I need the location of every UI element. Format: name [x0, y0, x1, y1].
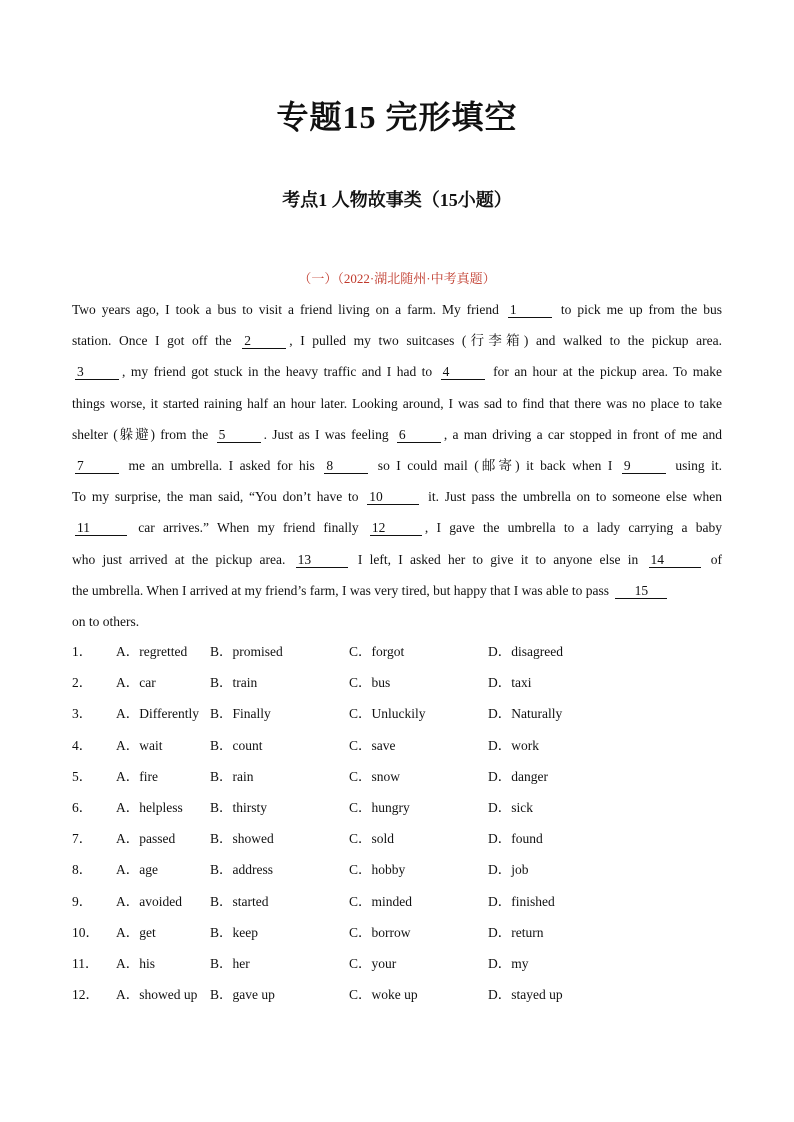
option-c: C．minded — [349, 893, 412, 909]
option-c: C．snow — [349, 768, 401, 784]
question-row — [72, 730, 722, 761]
option-b: B．showed — [210, 831, 274, 847]
passage-line — [72, 575, 722, 606]
option-b: B．keep — [210, 924, 258, 940]
question-number: 3． — [72, 706, 93, 722]
question-number: 1． — [72, 644, 93, 659]
passage-text: me an umbrella. I asked for his — [122, 457, 322, 473]
passage-text: , I pulled my two suitcases (行李箱) and walked to the pickup area. — [289, 333, 723, 349]
question-row — [72, 667, 722, 698]
question-source: （一）（2022·湖北随州·中考真题） — [298, 271, 496, 286]
question-row — [72, 636, 722, 667]
option-b: B．promised — [210, 644, 283, 659]
option-c: C．your — [349, 955, 397, 971]
passage-text: , a man driving a car stopped in front of me and — [443, 426, 722, 442]
option-c: C．hungry — [349, 799, 410, 815]
option-b: B．thirsty — [210, 799, 268, 815]
option-b: B．her — [210, 955, 250, 971]
question-row — [72, 854, 722, 885]
option-d: D．job — [488, 862, 529, 878]
passage-text: things worse, it started raining half an hour later. Looking around, I was sad to find that there was no place to take — [72, 395, 722, 411]
cloze-blank: 4 — [441, 364, 485, 380]
option-a: A．passed — [116, 831, 176, 847]
option-b: B．Finally — [210, 706, 271, 722]
passage-line — [72, 481, 722, 512]
question-row — [72, 698, 722, 729]
question-number: 12． — [72, 987, 99, 1003]
option-c: C．woke up — [349, 987, 418, 1003]
option-a: A．car — [116, 675, 156, 691]
cloze-blank: 10 — [367, 489, 419, 505]
question-number: 10． — [72, 924, 99, 940]
passage-text: so I could mail (邮寄) it back when I — [371, 457, 619, 473]
cloze-blank: 7 — [75, 458, 119, 474]
cloze-blank: 5 — [217, 427, 261, 443]
passage-text: station. Once I got off the — [72, 333, 240, 349]
passage-line — [72, 450, 722, 481]
passage-text: on to others. — [72, 613, 140, 629]
passage-line — [72, 419, 722, 450]
cloze-blank: 8 — [324, 458, 368, 474]
option-a: A．his — [116, 955, 156, 971]
question-number: 4． — [72, 737, 93, 753]
passage-text: . Just as I was feeling — [263, 426, 394, 442]
option-b: B．rain — [210, 768, 254, 784]
option-a: A．age — [116, 862, 158, 878]
option-a: A．showed up — [116, 987, 198, 1003]
question-number: 9． — [72, 893, 93, 909]
passage-text: for an hour at the pickup area. To make — [487, 364, 722, 380]
cloze-blank: 1 — [508, 302, 552, 318]
passage-text: car arrives.” When my friend finally — [130, 520, 367, 536]
option-d: D．sick — [488, 799, 533, 815]
question-row — [72, 823, 722, 854]
cloze-blank: 3 — [75, 364, 119, 380]
passage-text: I left, I asked her to give it to anyone else in — [350, 551, 646, 567]
option-d: D．stayed up — [488, 987, 563, 1003]
option-d: D．danger — [488, 768, 548, 784]
option-c: C．forgot — [349, 644, 405, 659]
cloze-blank: 14 — [649, 552, 701, 568]
question-number: 7． — [72, 831, 93, 847]
cloze-blank: 11 — [75, 520, 127, 536]
passage-line — [72, 544, 722, 575]
cloze-blank: 13 — [296, 552, 348, 568]
option-a: A．get — [116, 924, 156, 940]
cloze-blank: 6 — [397, 427, 441, 443]
option-a: A．helpless — [116, 799, 183, 815]
passage-text: , I gave the umbrella to a lady carrying a baby — [424, 520, 722, 536]
question-number: 8． — [72, 862, 93, 878]
question-row — [72, 761, 722, 792]
option-d: D．work — [488, 737, 539, 753]
passage-text: to pick me up from the bus — [554, 302, 722, 317]
option-d: D．taxi — [488, 675, 532, 691]
option-c: C．borrow — [349, 924, 411, 940]
question-number: 2． — [72, 675, 93, 691]
option-c: C．Unluckily — [349, 706, 426, 722]
question-number: 6． — [72, 799, 93, 815]
option-d: D．my — [488, 955, 529, 971]
section-subtitle: 考点1 人物故事类（15小题） — [282, 190, 512, 210]
passage-text: it. Just pass the umbrella on to someone else when — [422, 489, 723, 505]
page-title: 专题15 完形填空 — [276, 99, 518, 135]
option-c: C．bus — [349, 675, 391, 691]
passage-text: of — [703, 551, 723, 567]
option-a: A．avoided — [116, 893, 182, 909]
passage-text: who just arrived at the pickup area. — [72, 551, 293, 567]
passage-text: the umbrella. When I arrived at my friend’s farm, I was very tired, but happy that I was able to pass — [72, 582, 613, 598]
option-b: B．count — [210, 737, 263, 753]
passage-text: using it. — [668, 457, 723, 473]
option-b: B．started — [210, 893, 269, 909]
cloze-blank: 12 — [370, 520, 422, 536]
passage-text: To my surprise, the man said, “You don’t have to — [72, 489, 365, 505]
option-b: B．gave up — [210, 987, 275, 1003]
option-d: D．return — [488, 924, 544, 940]
question-row — [72, 917, 722, 948]
question-row — [72, 979, 722, 1010]
passage-line — [72, 512, 722, 543]
passage-line — [72, 294, 722, 325]
option-d: D．Naturally — [488, 706, 563, 722]
question-row — [72, 886, 722, 917]
option-d: D．finished — [488, 893, 555, 909]
option-a: A．regretted — [116, 644, 188, 659]
passage-line — [72, 388, 722, 419]
question-number: 11． — [72, 955, 99, 971]
option-c: C．save — [349, 737, 396, 753]
cloze-passage — [72, 294, 722, 637]
cloze-blank: 2 — [242, 333, 286, 349]
passage-line — [72, 356, 722, 387]
answer-options — [72, 636, 722, 1010]
question-row — [72, 948, 722, 979]
option-d: D．disagreed — [488, 644, 563, 659]
passage-line — [72, 606, 722, 637]
cloze-blank: 15 — [615, 583, 667, 599]
passage-text: Two years ago, I took a bus to visit a friend living on a farm. My friend — [72, 302, 505, 317]
question-row — [72, 792, 722, 823]
option-a: A．wait — [116, 737, 163, 753]
option-b: B．address — [210, 862, 273, 878]
option-a: A．Differently — [116, 706, 199, 722]
option-d: D．found — [488, 831, 543, 847]
passage-line — [72, 325, 722, 356]
passage-text: , my friend got stuck in the heavy traffic and I had to — [122, 364, 438, 380]
option-b: B．train — [210, 675, 258, 691]
option-c: C．sold — [349, 831, 395, 847]
option-a: A．fire — [116, 768, 158, 784]
question-number: 5． — [72, 768, 93, 784]
option-c: C．hobby — [349, 862, 406, 878]
passage-text: shelter (躲避) from the — [72, 426, 214, 442]
cloze-blank: 9 — [622, 458, 666, 474]
